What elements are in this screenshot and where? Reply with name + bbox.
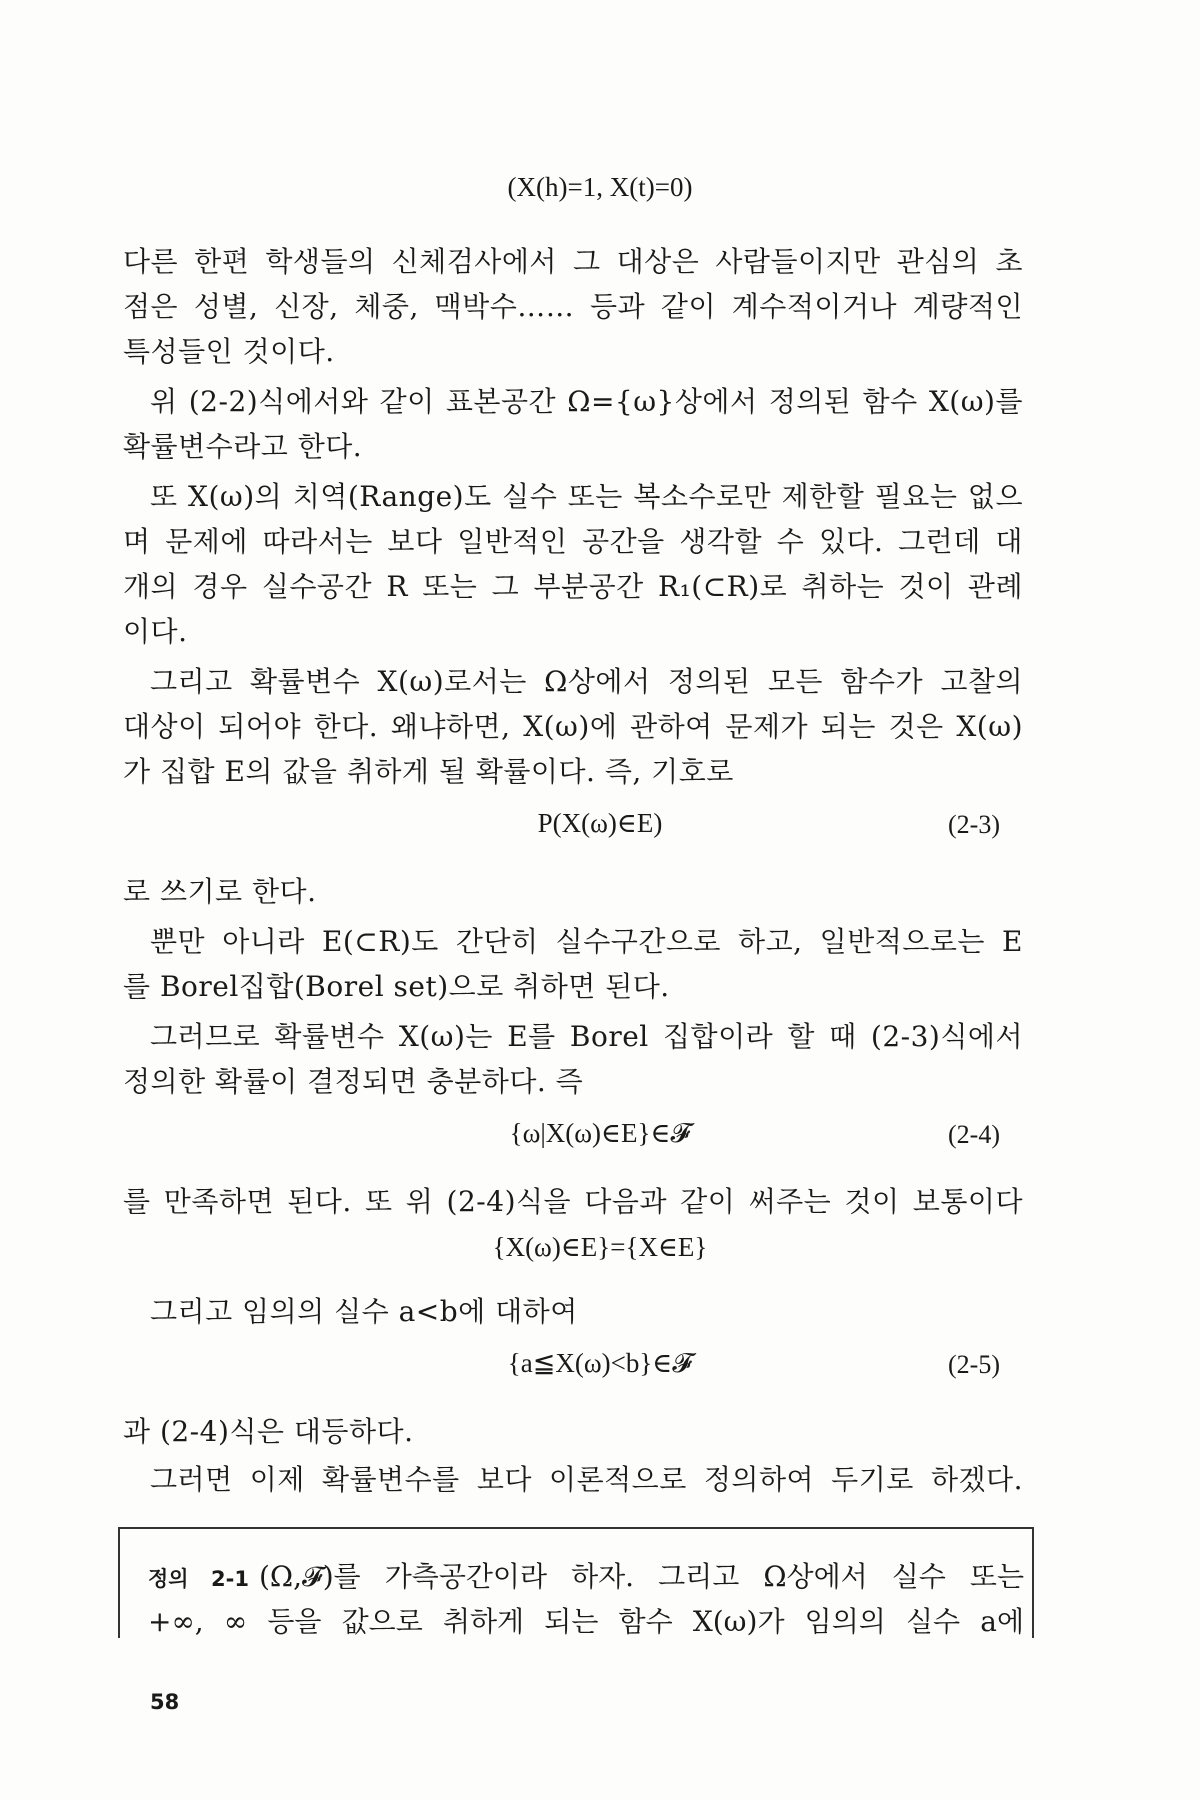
text-line: 그러므로 확률변수 X(ω)는 E를 Borel 집합이라 할 때 (2-3)식에서 — [150, 1020, 1023, 1053]
text-line: 다른 한편 학생들의 신체검사에서 그 대상은 사람들이지만 관심의 초 — [123, 245, 1023, 278]
text-line: 대상이 되어야 한다. 왜냐하면, X(ω)에 관하여 문제가 되는 것은 X(ω) — [123, 710, 1023, 743]
definition-box-right-rule — [1032, 1528, 1034, 1638]
page-number: 58 — [150, 1690, 180, 1714]
text-line: 위 (2-2)식에서와 같이 표본공간 Ω={ω}상에서 정의된 함수 X(ω)를 — [150, 385, 1023, 418]
text-line: 이다. — [123, 615, 188, 648]
text-line: 정의한 확률이 결정되면 충분하다. 즉 — [123, 1065, 584, 1098]
equation-number-2-4: (2-4) — [948, 1120, 1000, 1149]
text-line: 그리고 임의의 실수 a<b에 대하여 — [150, 1295, 578, 1328]
text-line: 점은 성별, 신장, 체중, 맥박수…… 등과 같이 계수적이거나 계량적인 — [123, 290, 1023, 323]
text-line: 로 쓰기로 한다. — [123, 875, 317, 908]
text-line: 과 (2-4)식은 대등하다. — [123, 1415, 414, 1448]
equation-number-2-5: (2-5) — [948, 1350, 1000, 1379]
equation-2-3: P(X(ω)∈E) — [537, 808, 663, 838]
text-line: 그러면 이제 확률변수를 보다 이론적으로 정의하여 두기로 하겠다. — [150, 1463, 1023, 1496]
definition-box-left-rule — [118, 1528, 120, 1638]
equation-number-2-3: (2-3) — [948, 810, 1000, 839]
equation-2-5: {a≦X(ω)<b}∈𝓕 — [507, 1348, 693, 1378]
text-line: 또 X(ω)의 치역(Range)도 실수 또는 복소수로만 제한할 필요는 없으 — [150, 480, 1023, 513]
definition-text: (Ω,𝓕)를 가측공간이라 하자. 그리고 Ω상에서 실수 또는 — [258, 1560, 1024, 1593]
text-line: 확률변수라고 한다. — [123, 430, 363, 463]
equation-2-4-rewritten: {X(ω)∈E}={X∈E} — [492, 1232, 708, 1262]
equation-coin-values: (X(h)=1, X(t)=0) — [507, 172, 693, 202]
text-line: 를 만족하면 된다. 또 위 (2-4)식을 다음과 같이 써주는 것이 보통이다 — [123, 1185, 1023, 1218]
definition-label: 정의 2-1 — [148, 1567, 249, 1591]
text-line: 특성들인 것이다. — [123, 335, 335, 368]
text-line: 가 집합 E의 값을 취하게 될 확률이다. 즉, 기호로 — [123, 755, 734, 788]
text-line: 그리고 확률변수 X(ω)로서는 Ω상에서 정의된 모든 함수가 고찰의 — [150, 665, 1023, 698]
text-line: 며 문제에 따라서는 보다 일반적인 공간을 생각할 수 있다. 그런데 대 — [123, 525, 1023, 558]
text-line: 뿐만 아니라 E(⊂R)도 간단히 실수구간으로 하고, 일반적으로는 E — [150, 925, 1023, 958]
text-line: 를 Borel집합(Borel set)으로 취하면 된다. — [123, 970, 670, 1003]
definition-box-top-rule — [118, 1527, 1034, 1529]
text-line: 개의 경우 실수공간 R 또는 그 부분공간 R₁(⊂R)로 취하는 것이 관례 — [123, 570, 1023, 603]
equation-2-4: {ω|X(ω)∈E}∈𝓕 — [509, 1118, 691, 1148]
definition-line: +∞, ∞ 등을 값으로 취하게 되는 함수 X(ω)가 임의의 실수 a에 — [148, 1605, 1025, 1638]
definition-line — [148, 1555, 1024, 1595]
